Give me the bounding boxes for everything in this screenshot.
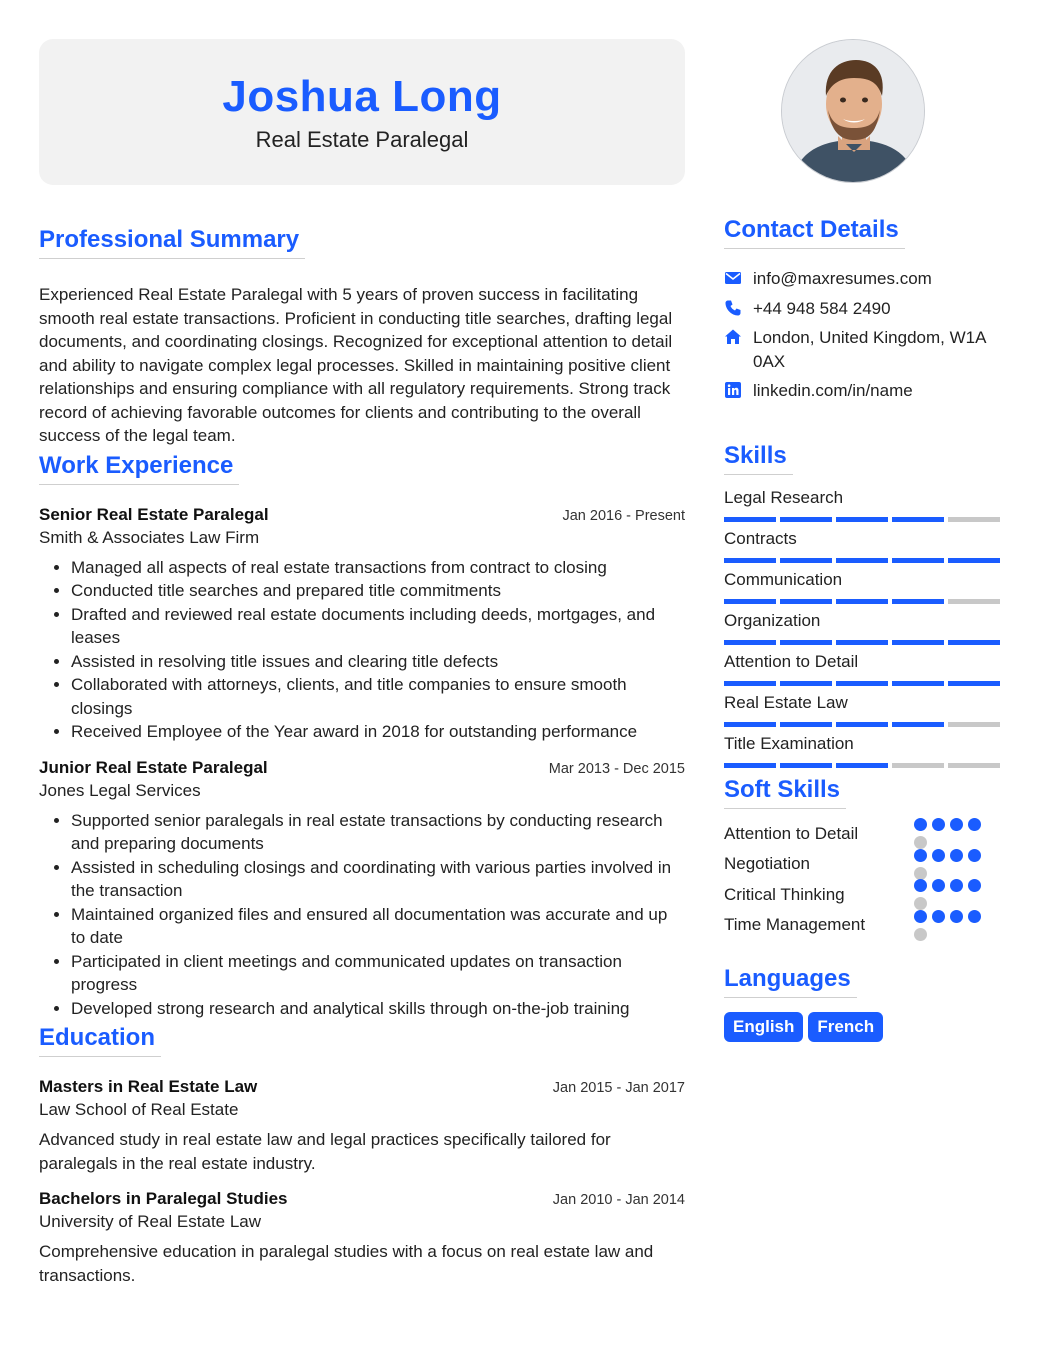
skill-segment — [724, 681, 776, 686]
soft-skill-item — [724, 910, 1002, 941]
job-date: Jan 2016 - Present — [562, 507, 685, 524]
contact-list — [724, 267, 1002, 403]
contact-row — [724, 326, 1002, 373]
skill-segment — [948, 558, 1000, 563]
skill-level-bar — [724, 558, 1002, 563]
skill-segment — [892, 722, 944, 727]
skill-segment — [892, 517, 944, 522]
rating-dot — [914, 867, 927, 880]
contact-text: +44 948 584 2490 — [753, 298, 891, 318]
skill-segment — [948, 517, 1000, 522]
profile-photo — [781, 39, 925, 183]
contact-row — [724, 379, 1002, 403]
job-company: Smith & Associates Law Firm — [39, 527, 260, 547]
rating-dot — [914, 818, 927, 831]
skill-segment — [780, 681, 832, 686]
skill-segment — [948, 599, 1000, 604]
skill-name: Communication — [724, 569, 843, 589]
job-bullets — [71, 556, 685, 744]
skill-name: Title Examination — [724, 733, 854, 753]
skill-level-bar — [724, 599, 1002, 604]
person-avatar-icon — [782, 40, 925, 183]
job-bullet: • Maintained organized files and ensured all documentation was accurate and up to date — [71, 903, 685, 950]
skill-segment — [892, 599, 944, 604]
education-date: Jan 2015 - Jan 2017 — [552, 1080, 685, 1096]
job-bullet: • Participated in client meetings and communicated updates on transaction progress — [71, 950, 685, 997]
soft-skill-item — [724, 880, 1002, 911]
candidate-name: Joshua Long — [222, 72, 502, 121]
contact-text: linkedin.com/in/name — [753, 381, 913, 400]
rating-dot — [914, 836, 927, 849]
rating-dot — [932, 910, 945, 923]
skill-segment — [836, 722, 888, 727]
languages-heading: Languages — [724, 965, 857, 998]
job-entry — [39, 756, 685, 1021]
skill-item — [724, 528, 1002, 563]
rating-dot — [950, 879, 963, 892]
skill-segment — [948, 681, 1000, 686]
job-company: Jones Legal Services — [39, 780, 201, 800]
soft-skill-rating — [914, 849, 984, 880]
job-bullet: • Assisted in scheduling closings and coordinating with various parties involved in the transaction — [71, 856, 685, 903]
education-description: Comprehensive education in paralegal studies with a focus on real estate law and transactions. — [39, 1242, 654, 1285]
rating-dot — [950, 910, 963, 923]
skills-heading: Skills — [724, 442, 793, 475]
soft-skill-rating — [914, 879, 984, 910]
soft-skill-item — [724, 849, 1002, 880]
soft-skill-name: Attention to Detail — [724, 823, 859, 843]
job-bullets — [71, 809, 685, 1021]
job-header — [39, 756, 685, 779]
skill-segment — [780, 763, 832, 768]
skill-segment — [836, 640, 888, 645]
skill-segment — [836, 517, 888, 522]
skill-segment — [780, 517, 832, 522]
skill-name: Organization — [724, 610, 821, 630]
degree-title: Masters in Real Estate Law — [39, 1077, 258, 1096]
skill-segment — [892, 558, 944, 563]
contact-text: info@maxresumes.com — [753, 269, 932, 288]
job-header — [39, 503, 685, 526]
skill-segment — [780, 599, 832, 604]
education-entry — [39, 1187, 685, 1287]
soft-skill-rating — [914, 818, 984, 849]
education-date: Jan 2010 - Jan 2014 — [552, 1192, 685, 1208]
skill-segment — [724, 640, 776, 645]
contact-heading: Contact Details — [724, 216, 905, 249]
skill-segment — [836, 763, 888, 768]
job-bullet: • Developed strong research and analytical skills through on-the-job training — [71, 997, 685, 1021]
skill-segment — [724, 558, 776, 563]
education-heading: Education — [39, 1024, 161, 1057]
skill-segment — [836, 599, 888, 604]
soft-skill-name: Critical Thinking — [724, 884, 845, 904]
skills-list — [724, 487, 1002, 768]
jobs-list — [39, 503, 685, 1021]
rating-dot — [950, 849, 963, 862]
rating-dot — [914, 928, 927, 941]
contact-row — [724, 267, 1002, 291]
language-badge: English — [724, 1012, 803, 1042]
school-name: Law School of Real Estate — [39, 1100, 239, 1119]
rating-dot — [968, 910, 981, 923]
job-title: Senior Real Estate Paralegal — [39, 504, 269, 524]
skill-segment — [948, 722, 1000, 727]
skill-item — [724, 569, 1002, 604]
job-bullet: • Received Employee of the Year award in 2018 for outstanding performance — [71, 720, 685, 744]
skill-segment — [724, 517, 776, 522]
rating-dot — [968, 849, 981, 862]
rating-dot — [950, 818, 963, 831]
rating-dot — [968, 818, 981, 831]
skill-segment — [780, 722, 832, 727]
rating-dot — [914, 897, 927, 910]
language-badge: French — [808, 1012, 883, 1042]
skill-item — [724, 692, 1002, 727]
job-bullet: • Managed all aspects of real estate transactions from contract to closing — [71, 556, 685, 580]
summary-text: Experienced Real Estate Paralegal with 5 years of proven success in facilitating smooth real estate transactions. Proficient in conducting title searches, drafting legal documents, and coordinating closings. Recognized for exceptional attention to detail and ability to navigate complex legal processes. Skilled in maintaining positive client relationships and ensuring compliance with all regulatory requirements. Strong track record of achieving favorable outcomes for clients and contributing to the overall success of the legal team. — [39, 285, 673, 445]
education-description: Advanced study in real estate law and legal practices specifically tailored for paralegals in the real estate industry. — [39, 1130, 611, 1173]
skill-segment — [892, 640, 944, 645]
skill-name: Contracts — [724, 528, 797, 548]
skill-item — [724, 487, 1002, 522]
skill-segment — [892, 681, 944, 686]
rating-dot — [914, 910, 927, 923]
skill-name: Real Estate Law — [724, 692, 848, 712]
skill-segment — [724, 599, 776, 604]
skill-segment — [724, 722, 776, 727]
home-icon — [724, 328, 742, 346]
skill-level-bar — [724, 640, 1002, 645]
soft-skill-name: Negotiation — [724, 854, 811, 874]
phone-icon — [724, 299, 742, 317]
skill-level-bar — [724, 722, 1002, 727]
skill-item — [724, 733, 1002, 768]
job-bullet: • Drafted and reviewed real estate documents including deeds, mortgages, and leases — [71, 603, 685, 650]
skill-segment — [836, 558, 888, 563]
education-entry — [39, 1075, 685, 1175]
skill-item — [724, 610, 1002, 645]
contact-text: London, United Kingdom, W1A 0AX — [753, 328, 986, 371]
skill-level-bar — [724, 763, 1002, 768]
soft-skill-rating — [914, 910, 984, 941]
degree-title: Bachelors in Paralegal Studies — [39, 1189, 288, 1208]
soft-skills-heading: Soft Skills — [724, 776, 846, 809]
rating-dot — [932, 818, 945, 831]
side-column — [724, 216, 1002, 1042]
resume-header — [39, 39, 685, 185]
rating-dot — [968, 879, 981, 892]
rating-dot — [932, 879, 945, 892]
skill-segment — [892, 763, 944, 768]
soft-skills-list — [724, 819, 1002, 941]
skill-segment — [836, 681, 888, 686]
soft-skill-item — [724, 819, 1002, 850]
rating-dot — [932, 849, 945, 862]
soft-skill-name: Time Management — [724, 915, 866, 935]
rating-dot — [914, 879, 927, 892]
skill-name: Legal Research — [724, 487, 844, 507]
skill-segment — [948, 640, 1000, 645]
skill-item — [724, 651, 1002, 686]
skill-segment — [724, 763, 776, 768]
summary-heading: Professional Summary — [39, 226, 305, 259]
school-name: University of Real Estate Law — [39, 1212, 262, 1231]
job-title: Junior Real Estate Paralegal — [39, 757, 268, 777]
rating-dot — [914, 849, 927, 862]
skill-segment — [948, 763, 1000, 768]
experience-heading: Work Experience — [39, 452, 239, 485]
job-date: Mar 2013 - Dec 2015 — [548, 760, 685, 777]
skill-level-bar — [724, 681, 1002, 686]
linkedin-icon — [724, 381, 742, 399]
job-bullet: • Supported senior paralegals in real estate transactions by conducting research and preparing documents — [71, 809, 685, 856]
main-column — [39, 226, 685, 1287]
education-header — [39, 1075, 685, 1098]
skill-segment — [780, 640, 832, 645]
languages-list — [724, 1012, 1002, 1042]
skill-level-bar — [724, 517, 1002, 522]
candidate-title: Real Estate Paralegal — [255, 127, 469, 152]
envelope-icon — [724, 269, 742, 287]
skill-name: Attention to Detail — [724, 651, 859, 671]
skill-segment — [780, 558, 832, 563]
job-entry — [39, 503, 685, 744]
education-header — [39, 1187, 685, 1210]
contact-row — [724, 297, 1002, 321]
education-list — [39, 1075, 685, 1287]
job-bullet: • Assisted in resolving title issues and clearing title defects — [71, 650, 685, 674]
job-bullet: • Conducted title searches and prepared title commitments — [71, 579, 685, 603]
job-bullet: • Collaborated with attorneys, clients, and title companies to ensure smooth closings — [71, 673, 685, 720]
